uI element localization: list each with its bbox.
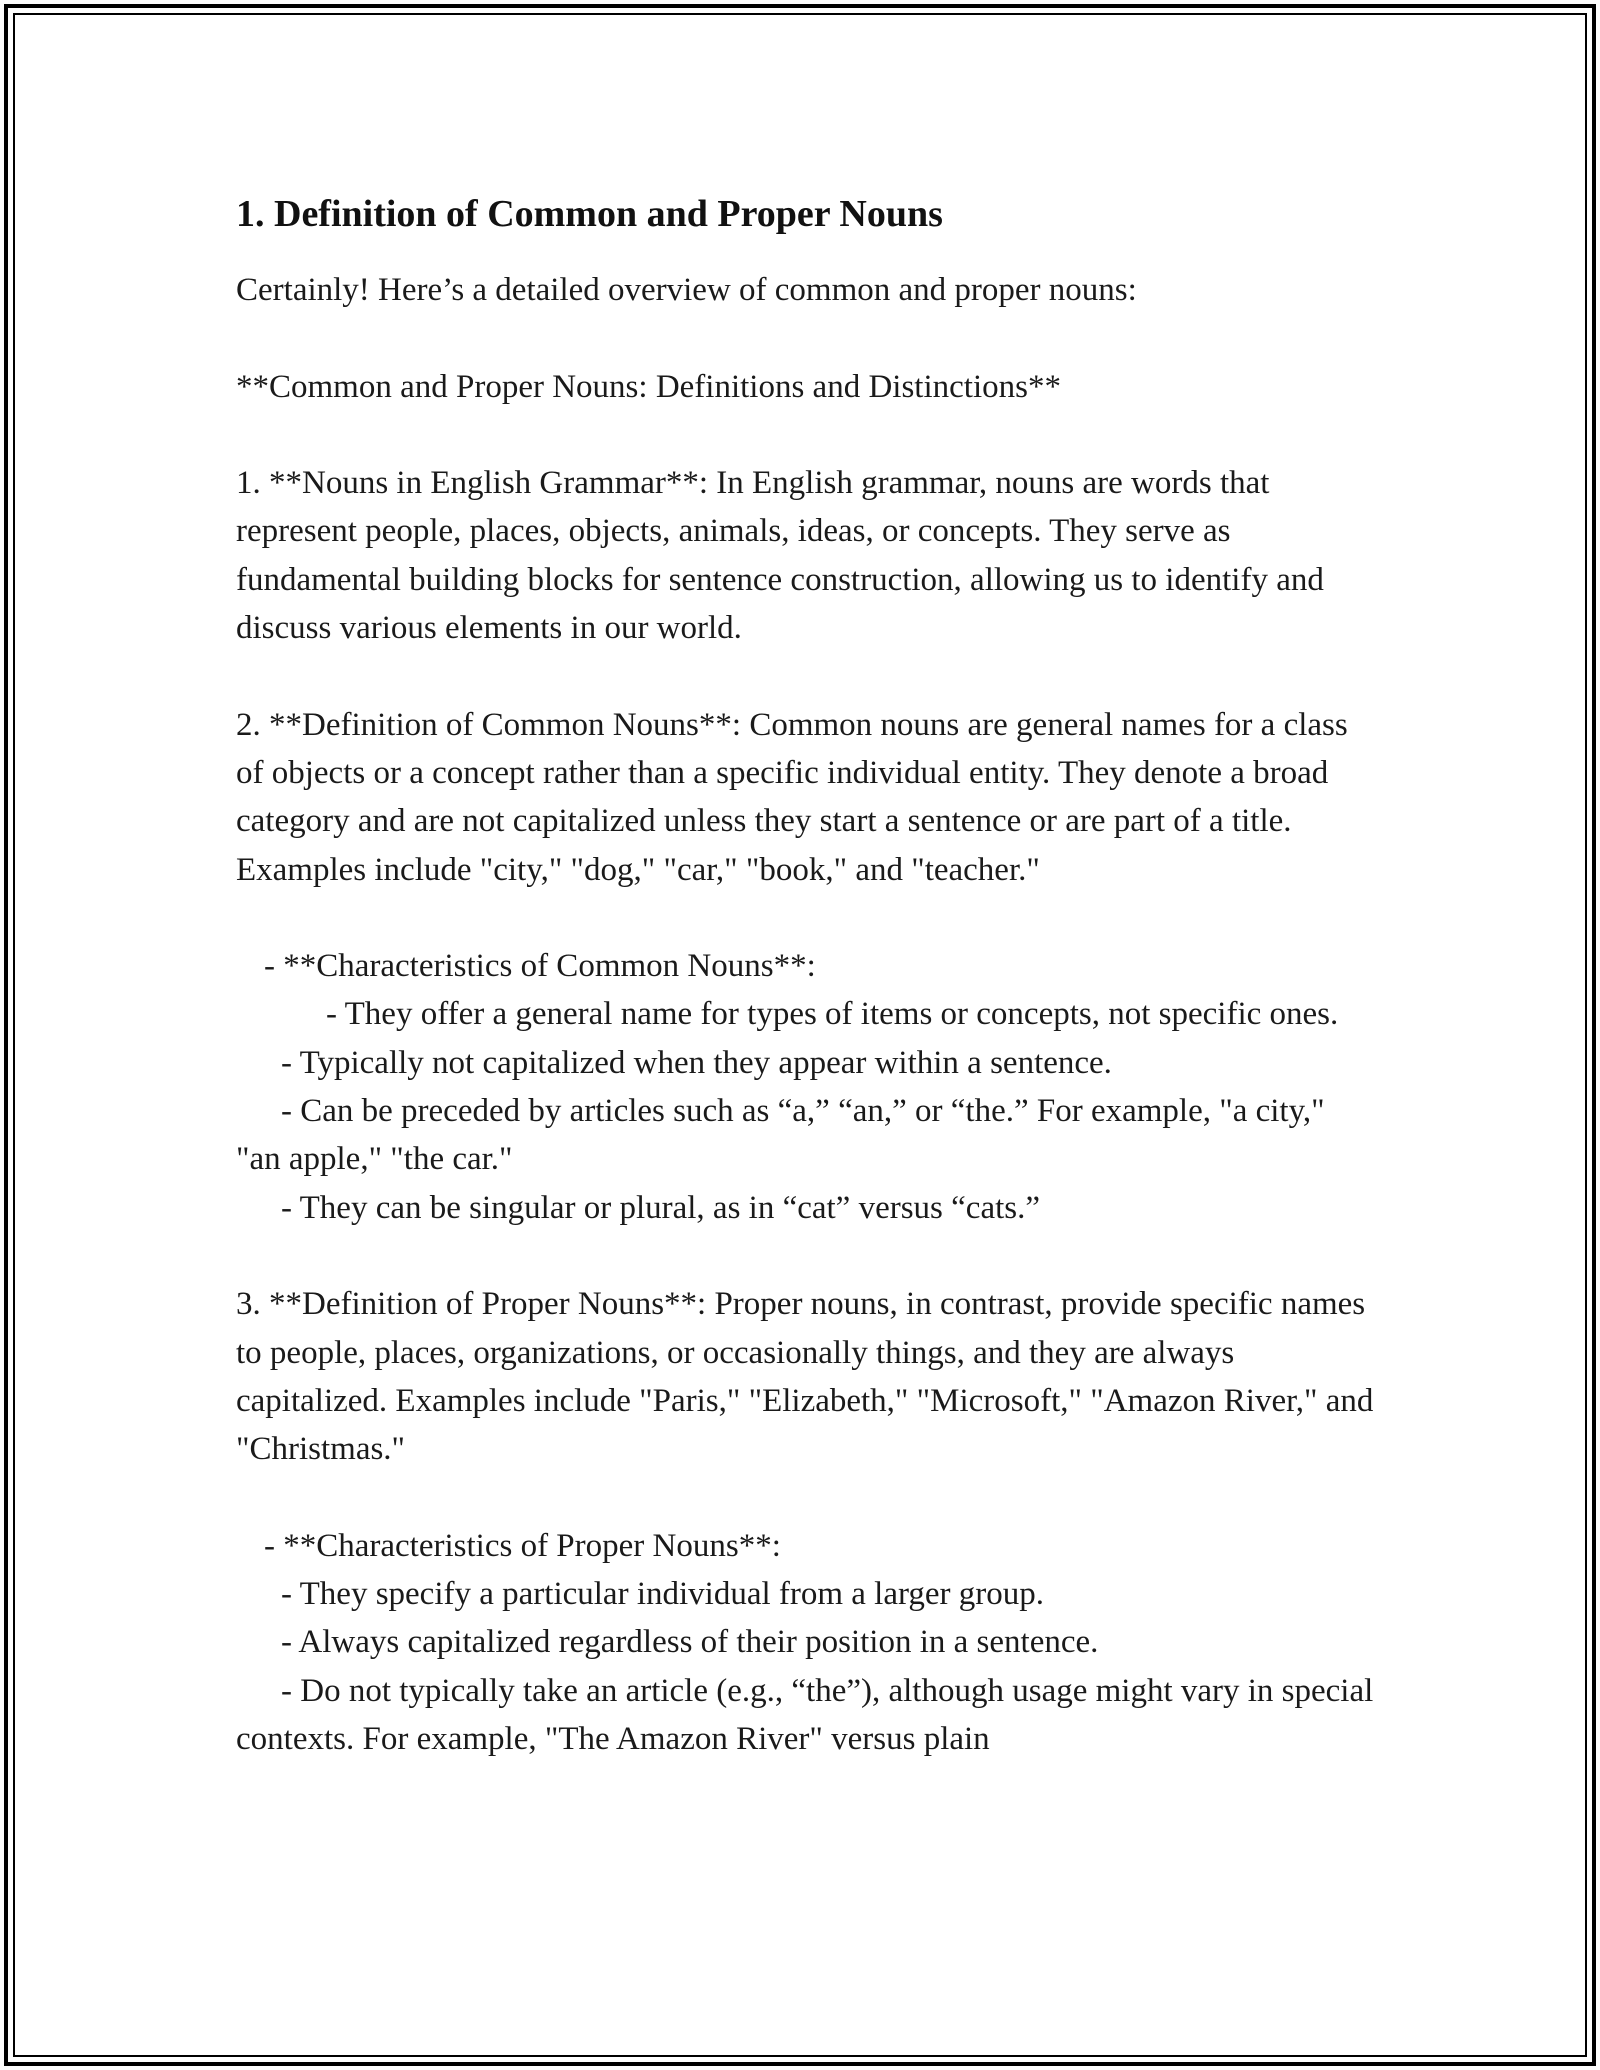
list-item: - Typically not capitalized when they appear within a sentence. — [281, 1044, 1112, 1081]
proper-characteristics-list — [236, 1522, 1382, 1763]
list-item: - They can be singular or plural, as in “cat” versus “cats.” — [281, 1189, 1040, 1226]
paragraph-common-nouns: 2. **Definition of Common Nouns**: Common nouns are general names for a class of objects or a concept rather than a specific individual entity. They denote a broad category and are not capitalized unless they start a sentence or are part of a title. Examples include "city," "dog," "car," "book," and "teacher." — [236, 706, 1356, 888]
paragraph-proper-nouns: 3. **Definition of Proper Nouns**: Proper nouns, in contrast, provide specific names to people, places, organizations, or occasionally things, and they are always capitalized. Examples include "Paris," "Elizabeth," "Microsoft," "Amazon River," and "Christmas." — [236, 1286, 1382, 1468]
subtitle-line: **Common and Proper Nouns: Definitions and Distinctions** — [236, 368, 1061, 405]
list-item: - They specify a particular individual from a larger group. — [281, 1576, 1045, 1613]
list-item: - They offer a general name for types of items or concepts, not specific ones. — [326, 996, 1339, 1033]
intro-paragraph: Certainly! Here’s a detailed overview of common and proper nouns: — [236, 272, 1137, 308]
document-body — [236, 188, 1382, 1763]
common-characteristics-heading: - **Characteristics of Common Nouns**: — [264, 948, 816, 985]
section-heading: 1. Definition of Common and Proper Nouns — [236, 193, 943, 235]
proper-characteristics-heading: - **Characteristics of Proper Nouns**: — [264, 1527, 781, 1564]
common-characteristics-list — [236, 942, 1376, 1232]
list-item: - Always capitalized regardless of their position in a sentence. — [281, 1624, 1099, 1661]
list-item: - Do not typically take an article (e.g., “the”), although usage might vary in special contexts. For example, "The Amazon River" versus plain — [236, 1672, 1382, 1757]
paragraph-nouns-in-grammar: 1. **Nouns in English Grammar**: In English grammar, nouns are words that represent people, places, objects, animals, ideas, or concepts. They serve as fundamental building blocks for sentence construction, allowing us to identify and discuss various elements in our world. — [236, 465, 1333, 647]
list-item: - Can be preceded by articles such as “a,” “an,” or “the.” For example, "a city," "an apple," "the car." — [236, 1093, 1333, 1178]
